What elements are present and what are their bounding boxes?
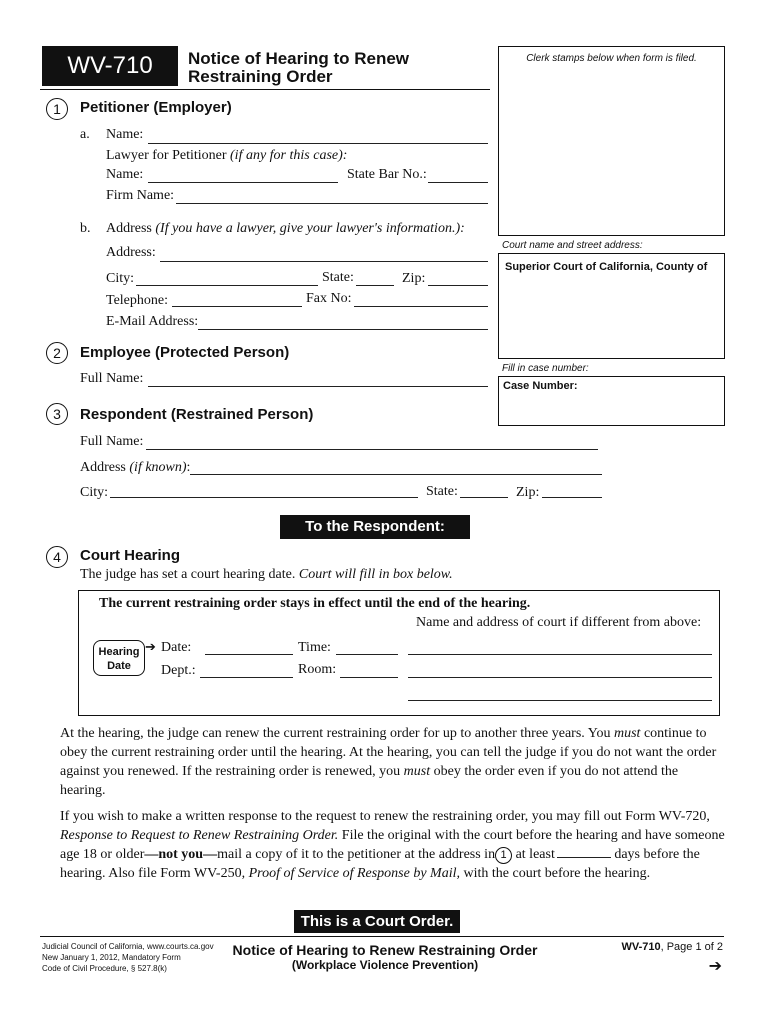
hearing-date-badge <box>93 640 145 676</box>
para2-not-you: —not you— <box>144 847 218 862</box>
respondent-zip-field[interactable] <box>542 497 602 498</box>
section-2-title: Employee (Protected Person) <box>80 344 290 361</box>
hearing-paragraph <box>60 724 725 800</box>
section-3-title: Respondent (Restrained Person) <box>80 406 314 423</box>
para2-proof-form: Proof of Service of Response by Mail, <box>248 866 460 881</box>
para2-text-4: at least <box>512 847 555 862</box>
footer-left <box>42 941 214 974</box>
address-instruction-italic: (If you have a lawyer, give your lawyer's information.): <box>155 221 465 236</box>
petitioner-zip-field[interactable] <box>428 285 488 286</box>
case-number-hint: Fill in case number: <box>502 363 589 374</box>
petitioner-zip-label: Zip: <box>402 271 426 286</box>
firm-name-label: Firm Name: <box>106 188 175 203</box>
hearing-intro-text: The judge has set a court hearing date. <box>80 567 299 582</box>
para2-text-1: If you wish to make a written response to the request to renew the restraining order, you may fill out Form WV-720, <box>60 809 710 824</box>
firm-name-field[interactable] <box>176 203 488 204</box>
petitioner-name-field[interactable] <box>148 143 488 144</box>
court-name: Superior Court of California, County of <box>505 261 708 273</box>
lawyer-label <box>106 148 347 164</box>
para2-item-ref: 1 <box>495 847 512 864</box>
hearing-time-field[interactable] <box>336 654 398 655</box>
para2-text-3: mail a copy of it to the petitioner at the address in <box>217 847 496 862</box>
employee-name-field[interactable] <box>148 386 488 387</box>
respondent-state-field[interactable] <box>460 497 508 498</box>
respondent-address-label <box>80 460 190 476</box>
respondent-name-field[interactable] <box>146 449 598 450</box>
email-label: E-Mail Address: <box>106 314 199 329</box>
section-2-number: 2 <box>46 342 68 364</box>
respondent-name-label: Full Name: <box>80 434 144 449</box>
form-title-line1: Notice of Hearing to Renew <box>188 49 410 68</box>
para1-must-1: must <box>613 726 641 741</box>
lawyer-name-field[interactable] <box>148 182 338 183</box>
petitioner-address-label: Address: <box>106 245 156 260</box>
respondent-city-label: City: <box>80 485 109 500</box>
response-paragraph <box>60 807 725 883</box>
section-1-title: Petitioner (Employer) <box>80 99 232 116</box>
petitioner-state-label: State: <box>322 270 354 285</box>
footer-left-line2: New January 1, 2012, Mandatory Form <box>42 953 181 962</box>
footer-title: Notice of Hearing to Renew Restraining Order <box>232 942 538 958</box>
hearing-intro-italic: Court will fill in box below. <box>298 567 453 582</box>
alt-court-line-2[interactable] <box>408 677 712 678</box>
footer-page: , Page 1 of 2 <box>660 941 723 953</box>
petitioner-state-field[interactable] <box>356 285 394 286</box>
header-rule <box>40 89 490 90</box>
footer-subtitle: (Workplace Violence Prevention) <box>291 958 479 972</box>
fax-label: Fax No: <box>306 291 352 306</box>
hearing-box-heading: The current restraining order stays in effect until the end of the hearing. <box>99 596 531 611</box>
petitioner-city-label: City: <box>106 271 135 286</box>
respondent-city-field[interactable] <box>110 497 418 498</box>
hearing-date-field[interactable] <box>205 654 293 655</box>
item-a-marker: a. <box>80 127 90 142</box>
footer-form-id: WV-710 <box>621 941 661 953</box>
petitioner-city-field[interactable] <box>136 285 318 286</box>
email-field[interactable] <box>198 329 488 330</box>
respondent-address-colon: : <box>186 460 191 475</box>
petitioner-name-label: Name: <box>106 127 144 142</box>
hearing-badge-line1: Hearing <box>98 646 140 658</box>
court-address-label: Court name and street address: <box>502 240 643 251</box>
telephone-field[interactable] <box>172 306 302 307</box>
case-number-label: Case Number: <box>503 380 578 392</box>
footer-center <box>210 942 560 972</box>
state-bar-label: State Bar No.: <box>347 167 427 182</box>
section-1-number: 1 <box>46 98 68 120</box>
state-bar-field[interactable] <box>428 182 488 183</box>
section-4-title: Court Hearing <box>80 547 181 564</box>
form-title-line2: Restraining Order <box>188 67 333 86</box>
footer-left-line1: Judicial Council of California, www.courts.ca.gov <box>42 942 214 951</box>
hearing-time-label: Time: <box>298 640 331 655</box>
lawyer-label-italic: (if any for this case): <box>230 148 348 163</box>
court-order-banner: This is a Court Order. <box>294 910 460 933</box>
para1-text-1: At the hearing, the judge can renew the current restraining order for up to another three years. You <box>60 726 614 741</box>
form-title <box>188 50 409 86</box>
footer-right <box>621 941 723 953</box>
alt-court-line-3[interactable] <box>408 700 712 701</box>
item-b-marker: b. <box>80 221 91 236</box>
hearing-date-label: Date: <box>161 640 192 655</box>
para2-form-name: Response to Request to Renew Restraining Order. <box>60 828 339 843</box>
respondent-address-text: Address <box>80 460 130 475</box>
clerk-stamp-box <box>498 46 725 236</box>
para1-text-3: obey the order even if you do not attend the hearing. <box>60 764 679 798</box>
court-address-box[interactable] <box>498 253 725 359</box>
clerk-stamp-label: Clerk stamps below when form is filed. <box>526 53 697 64</box>
respondent-address-italic: (if known) <box>129 460 187 475</box>
footer-left-line3: Code of Civil Procedure, § 527.8(k) <box>42 964 167 973</box>
hearing-dept-label: Dept.: <box>161 663 196 678</box>
para2-text-6: with the court before the hearing. <box>459 866 651 881</box>
next-page-arrow-icon: ➔ <box>708 958 722 975</box>
lawyer-name-label: Name: <box>106 167 144 182</box>
hearing-badge-line2: Date <box>107 660 131 672</box>
to-respondent-banner: To the Respondent: <box>280 515 470 539</box>
address-instruction <box>106 221 465 237</box>
alt-court-label: Name and address of court if different from above: <box>416 615 702 630</box>
hearing-dept-field[interactable] <box>200 677 293 678</box>
telephone-label: Telephone: <box>106 293 168 308</box>
alt-court-line-1[interactable] <box>408 654 712 655</box>
para2-text-5: days before the hearing. Also file Form WV-250, <box>60 847 700 881</box>
lawyer-label-text: Lawyer for Petitioner <box>106 148 231 163</box>
footer-rule <box>40 936 724 937</box>
address-instruction-text: Address <box>106 221 156 236</box>
section-3-number: 3 <box>46 403 68 425</box>
days-field[interactable] <box>557 845 611 858</box>
fax-field[interactable] <box>354 306 488 307</box>
respondent-address-field[interactable] <box>190 474 602 475</box>
respondent-zip-label: Zip: <box>516 485 540 500</box>
form-id-badge: WV-710 <box>42 46 178 86</box>
hearing-intro <box>80 567 453 583</box>
para1-text-2: continue to obey the current restraining order until the hearing. At the hearing, you can tell the judge if you do not want the order against you renewed. If the restraining order is renewed, you <box>60 726 717 779</box>
hearing-room-label: Room: <box>298 662 337 677</box>
para1-must-2: must <box>403 764 431 779</box>
case-number-box[interactable] <box>498 376 725 426</box>
para2-text-2: File the original with the court before the hearing and have someone age 18 or older <box>60 828 725 862</box>
hearing-room-field[interactable] <box>340 677 398 678</box>
respondent-state-label: State: <box>426 484 458 499</box>
section-4-number: 4 <box>46 546 68 568</box>
petitioner-address-field[interactable] <box>160 261 488 262</box>
employee-name-label: Full Name: <box>80 371 144 386</box>
arrow-right-icon: ➔ <box>145 639 156 654</box>
